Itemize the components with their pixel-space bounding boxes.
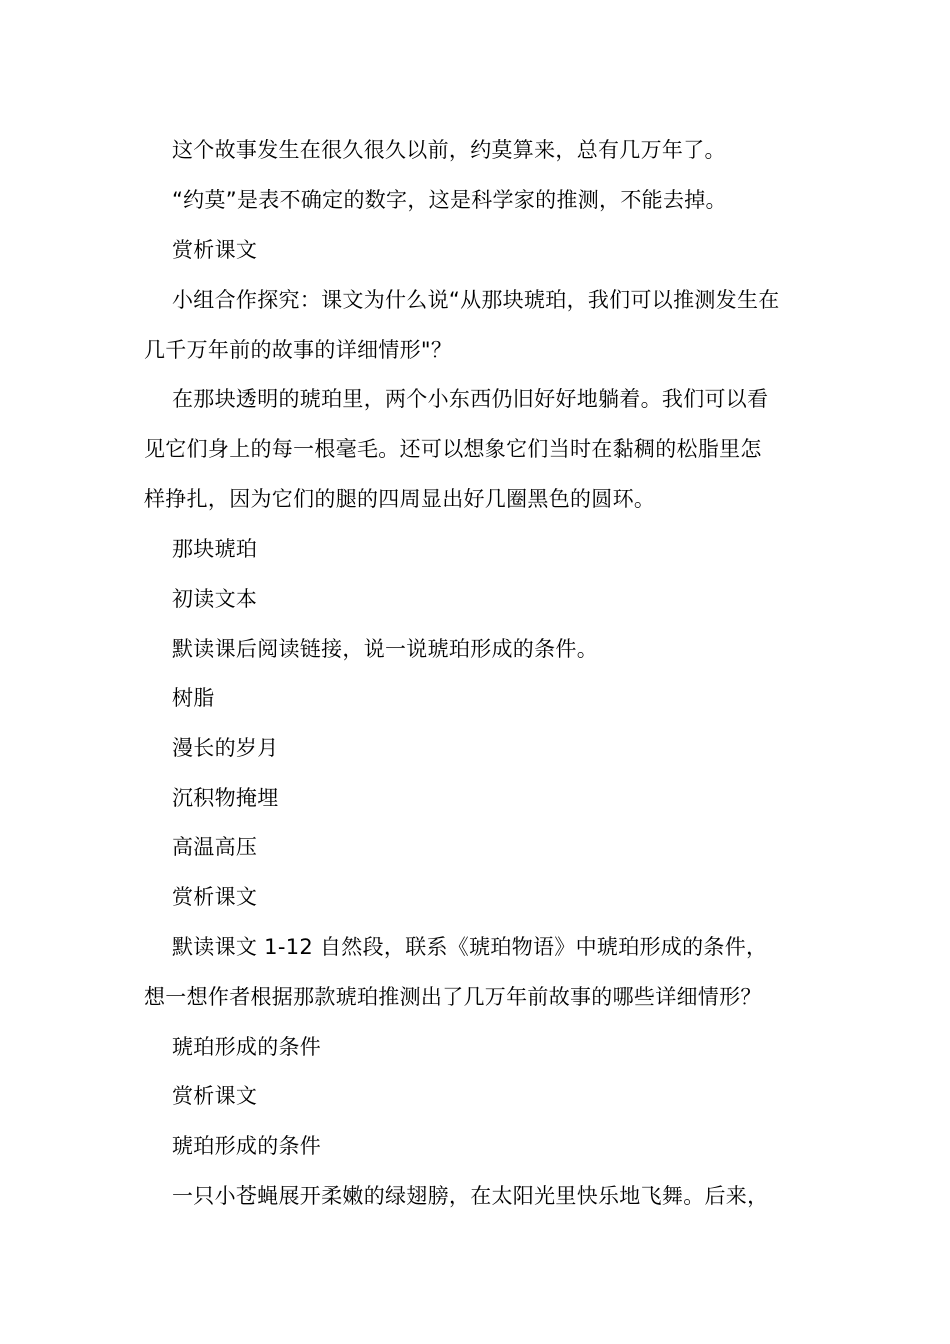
- list-item-condition: 沉积物掩埋: [172, 786, 279, 810]
- section-heading: 赏析课文: [172, 1084, 258, 1108]
- list-item-condition: 树脂: [172, 686, 215, 710]
- paragraph-amber-description-line2: 见它们身上的每一根毫毛。还可以想象它们当时在黏稠的松脂里怎: [144, 437, 762, 461]
- paragraph-reading-task: 默读课后阅读链接，说一说琥珀形成的条件。: [172, 637, 598, 661]
- paragraph-amber-description-line3: 样挣扎，因为它们的腿的四周显出好几圈黑色的圆环。: [144, 487, 656, 511]
- paragraph-story-time: 这个故事发生在很久很久以前，约莫算来，总有几万年了。: [172, 138, 726, 162]
- paragraph-reading-task-2-line1: 默读课文 1-12 自然段，联系《琥珀物语》中琥珀形成的条件，: [172, 935, 768, 959]
- section-heading: 琥珀形成的条件: [172, 1035, 322, 1059]
- list-item-condition: 高温高压: [172, 835, 258, 859]
- section-heading: 琥珀形成的条件: [172, 1134, 322, 1158]
- section-heading: 赏析课文: [172, 885, 258, 909]
- paragraph-amber-description-line1: 在那块透明的琥珀里，两个小东西仍旧好好地躺着。我们可以看: [172, 387, 769, 411]
- list-item-condition: 漫长的岁月: [172, 736, 279, 760]
- section-heading: 初读文本: [172, 587, 258, 611]
- paragraph-yuemo-explanation: “约莫”是表不确定的数字，这是科学家的推测，不能去掉。: [172, 188, 727, 212]
- paragraph-reading-task-2-line2: 想一想作者根据那款琥珀推测出了几万年前故事的哪些详细情形？: [144, 985, 762, 1009]
- paragraph-group-question-line1: 小组合作探究：课文为什么说“从那块琥珀，我们可以推测发生在: [172, 288, 780, 312]
- section-heading: 赏析课文: [172, 238, 258, 262]
- paragraph-group-question-line2: 几千万年前的故事的详细情形"？: [144, 338, 453, 362]
- section-heading: 那块琥珀: [172, 537, 258, 561]
- paragraph-fly-story: 一只小苍蝇展开柔嫩的绿翅膀，在太阳光里快乐地飞舞。后来，: [172, 1184, 769, 1208]
